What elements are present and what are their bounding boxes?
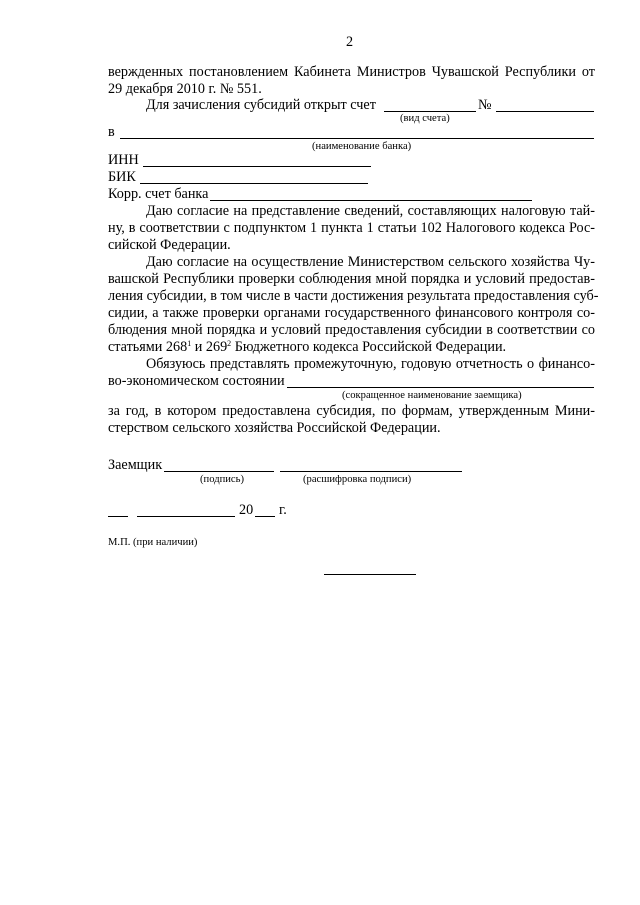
para2-line-3: ления субсидии, в том числе в части достижения результата предоставления суб- [108,288,599,304]
para2-line-1: Даю согласие на осуществление Министерством сельского хозяйства Чу- [146,254,595,270]
date-day-line [108,516,128,517]
borrower-name-line [287,387,594,388]
para1-line-1: Даю согласие на представление сведений, составляющих налоговую тай- [146,203,595,219]
para1-line-3: сийской Федерации. [108,237,231,253]
date-month-line [137,516,235,517]
para2-line-6: статьями $268^1$ и $269^2$ Бюджетного кодекса Российской Федерации. [108,339,507,355]
para3-line-3: за год, в котором предоставлена субсидия, по формам, утвержденным Мини- [108,403,595,419]
corr-account-label: Корр. счет банка [108,186,209,202]
signature-caption: (подпись) [200,474,244,485]
intro-line-2: 29 декабря 2010 г. № 551. [108,81,262,97]
bik-label: БИК [108,169,136,185]
account-opened-text: Для зачисления субсидий открыт счет [146,97,376,113]
para2-line-2: вашской Республики проверки соблюдения мной порядка и условий предостав- [108,271,595,287]
bik-line [140,183,368,184]
para3-line-4: стерством сельского хозяйства Российской Федерации. [108,420,441,436]
account-number-sign: № [478,97,492,113]
para2-line-5: блюдения мной порядка и условий предоставления субсидии в соответствии со [108,322,595,338]
corr-account-line [210,200,532,201]
date-year-suffix: г. [279,502,287,518]
para2-line-4: сидии, а также проверки органами государственного финансового контроля со- [108,305,595,321]
date-year-prefix: 20 [239,502,254,518]
stamp-note: М.П. (при наличии) [108,537,198,548]
signature-decode-line [280,471,462,472]
account-type-caption: (вид счета) [400,113,450,124]
para3-line-1: Обязуюсь представлять промежуточную, годовую отчетность о финансо- [146,356,595,372]
signature-decode-caption: (расшифровка подписи) [303,474,412,485]
bank-name-line [120,138,594,139]
inn-label: ИНН [108,152,139,168]
account-number-line [496,111,594,112]
bank-name-caption: (наименование банка) [312,141,412,152]
inn-line [143,166,371,167]
intro-line-1: вержденных постановлением Кабинета Министров Чувашской Республики от [108,64,595,80]
borrower-label: Заемщик [108,457,163,473]
signature-line [164,471,274,472]
date-year-line [255,516,275,517]
end-separator [324,574,416,575]
para3-line-2: во-экономическом состоянии [108,373,285,389]
borrower-name-caption: (сокращенное наименование заемщика) [342,390,522,401]
bank-prefix: в [108,124,115,140]
page-number: 2 [346,34,354,50]
para1-line-2: ну, в соответствии с подпунктом 1 пункта 1 статьи 102 Налогового кодекса Рос- [108,220,595,236]
